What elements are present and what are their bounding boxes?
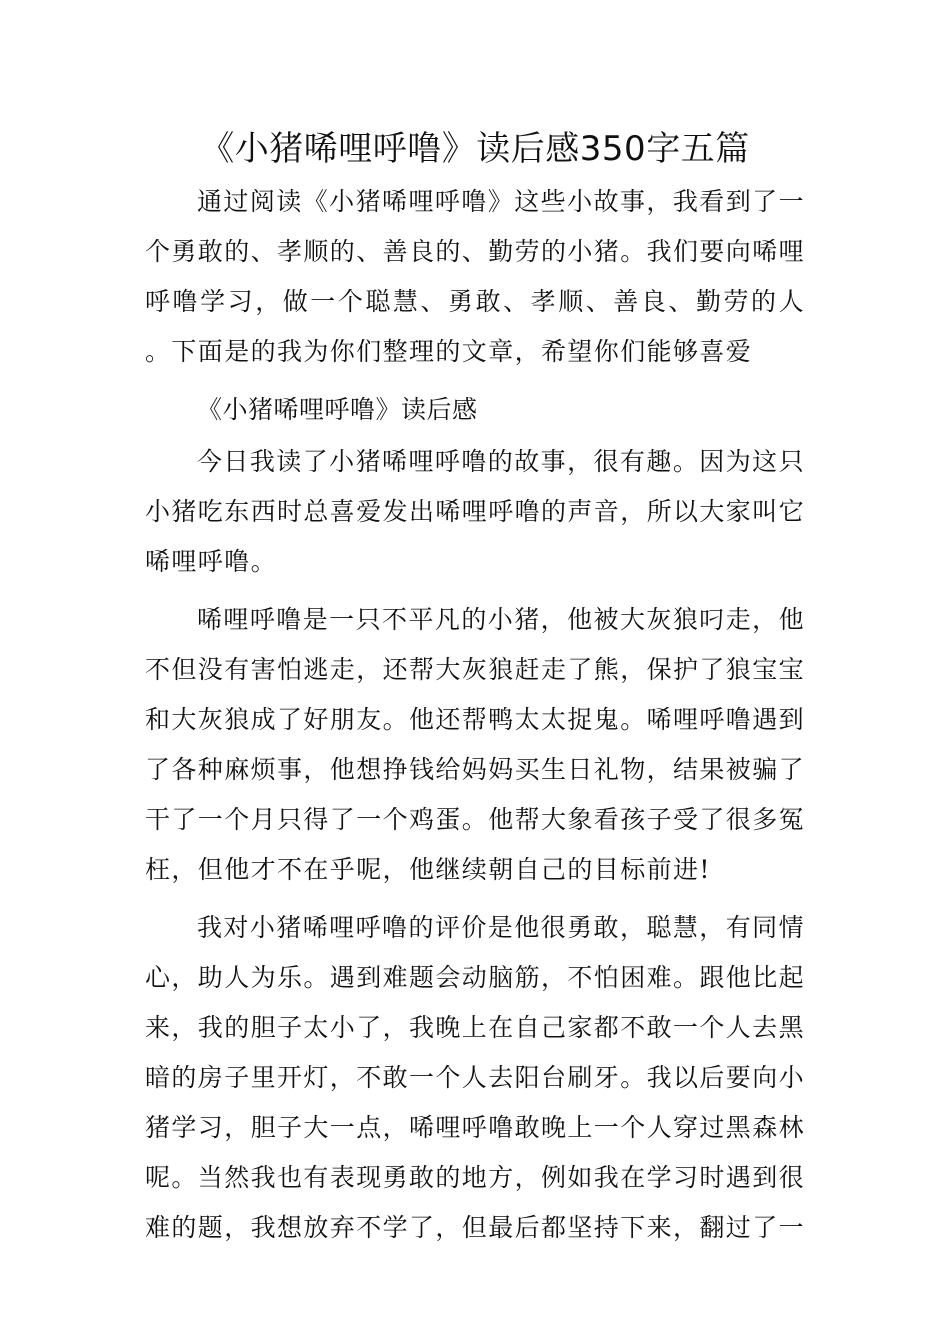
document-title: 《小猪唏哩呼噜》读后感350字五篇 — [200, 129, 750, 169]
document-body — [145, 177, 805, 1253]
intro-paragraph: 通过阅读《小猪唏哩呼噜》这些小故事，我看到了一个勇敢的、孝顺的、善良的、勤劳的小猪。我们要向唏哩呼噜学习，做一个聪慧、勇敢、孝顺、善良、勤劳的人 。下面是的我为你们整理的文章，希望你们能够喜爱 — [145, 187, 806, 366]
section-heading: 《小猪唏哩呼噜》读后感 — [197, 395, 478, 424]
body-paragraph: 唏哩呼噜是一只不平凡的小猪，他被大灰狼叼走，他不但没有害怕逃走，还帮大灰狼赶走了熊，保护了狼宝宝和大灰狼成了好朋友。他还帮鸭太太捉鬼。唏哩呼噜遇到了各种麻烦事，他想挣钱给妈妈买生日礼物，结果被骗了干了一个月只得了一个鸡蛋。他帮大象看孩子受了很多冤枉，但他才不在乎呢，他继续朝自己的目标前进! — [145, 605, 806, 884]
body-paragraph: 今日我读了小猪唏哩呼噜的故事，很有趣。因为这只小猪吃东西时总喜爱发出唏哩呼噜的声音，所以大家叫它唏哩呼噜。 — [145, 447, 806, 576]
body-paragraph: 我对小猪唏哩呼噜的评价是他很勇敢，聪慧，有同情心，助人为乐。遇到难题会动脑筋，不怕困难。跟他比起来，我的胆子太小了，我晚上在自己家都不敢一个人去黑暗的房子里开灯，不敢一个人去阳台刷牙。我以后要向小猪学习，胆子大一点，唏哩呼噜敢晚上一个人穿过黑森林呢。当然我也有表现勇敢的地方，例如我在学习时遇到很难的题，我想放弃不学了，但最后都坚持下来，翻过了一 — [145, 913, 806, 1242]
